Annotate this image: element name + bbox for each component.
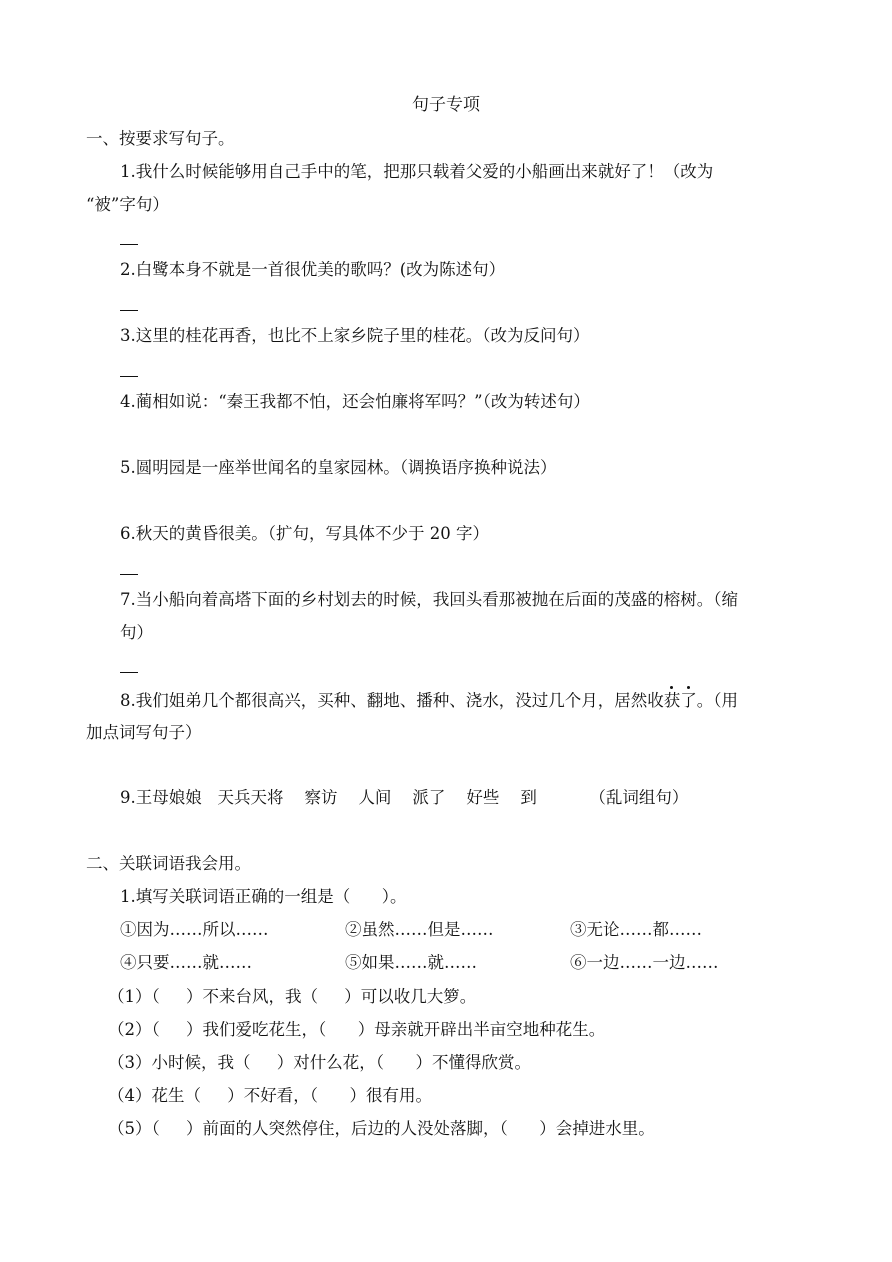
question-5: 5.圆明园是一座举世闻名的皇家园林。（调换语序换种说法） [120, 458, 557, 477]
question-1-continued: “被”字句） [86, 195, 169, 214]
sub-question-2: （2）（ ）我们爱吃花生，（ ）母亲就开辟出半亩空地种花生。 [108, 1020, 606, 1039]
question-3: 3.这里的桂花再香，也比不上家乡院子里的桂花。（改为反问句） [120, 326, 590, 345]
option-1: ①因为……所以…… [120, 920, 269, 939]
question-9: 9.王母娘娘 天兵天将 察访 人间 派了 好些 到 （乱词组句） [120, 788, 689, 807]
option-3: ③无论……都…… [570, 920, 702, 939]
option-6: ⑥一边……一边…… [570, 953, 719, 972]
question-8-continued: 加点词写句子） [86, 723, 202, 742]
sub-question-3: （3）小时候，我（ ）对什么花，（ ）不懂得欣赏。 [108, 1053, 531, 1072]
section-heading-1: 一、按要求写句子。 [86, 129, 235, 148]
question-6: 6.秋天的黄昏很美。（扩句，写具体不少于 20 字） [120, 524, 489, 543]
section2-question-1: 1.填写关联词语正确的一组是（ ）。 [120, 887, 407, 906]
page-title: 句子专项 [412, 95, 480, 115]
answer-blank-1 [120, 244, 138, 245]
question-7-continued: 句） [120, 623, 153, 642]
question-8: 8.我们姐弟几个都很高兴，买种、翻地、播种、浇水，没过几个月，居然收获了。（用 [120, 691, 738, 710]
option-2: ②虽然……但是…… [345, 920, 494, 939]
question-4: 4.蔺相如说：“秦王我都不怕，还会怕廉将军吗？”（改为转述句） [120, 392, 590, 411]
option-4: ④只要……就…… [120, 953, 252, 972]
question-2: 2.白鹭本身不就是一首很优美的歌吗？(改为陈述句） [120, 260, 506, 279]
sub-question-1: （1）（ ）不来台风，我（ ）可以收几大箩。 [108, 987, 477, 1006]
section-heading-2: 二、关联词语我会用。 [86, 854, 251, 873]
question-1: 1.我什么时候能够用自己手中的笔，把那只载着父爱的小船画出来就好了！（改为 [120, 162, 714, 181]
answer-blank-6 [120, 574, 138, 575]
question-7: 7.当小船向着高塔下面的乡村划去的时候，我回头看那被抛在后面的茂盛的榕树。（缩 [120, 590, 738, 609]
answer-blank-3 [120, 376, 138, 377]
answer-blank-7 [120, 672, 138, 673]
option-5: ⑤如果……就…… [345, 953, 477, 972]
sub-question-4: （4）花生（ ）不好看，（ ）很有用。 [108, 1086, 432, 1105]
answer-blank-2 [120, 310, 138, 311]
sub-question-5: （5）（ ）前面的人突然停住，后边的人没处落脚，（ ）会掉进水里。 [108, 1119, 655, 1138]
